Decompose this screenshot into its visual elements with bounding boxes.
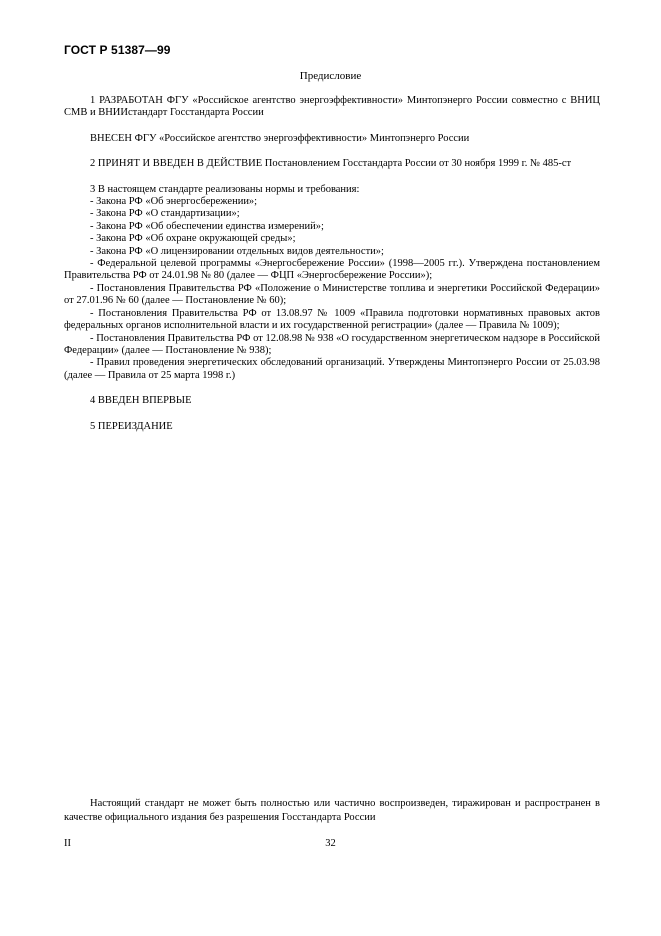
foreword-title: Предисловие [299,70,362,82]
list-item: - Закона РФ «О стандартизации»; [90,208,240,220]
item-4-first-introduced: 4 ВВЕДЕН ВПЕРВЫЕ [90,395,192,407]
foreword-body [64,95,600,433]
item-1-developed: 1 РАЗРАБОТАН ФГУ «Российское агентство энергоэффективности» Минтопэнерго России совместно с ВНИЦ СМВ и ВНИИстандарт Госстандарта России [64,95,600,119]
item-5-reissue: 5 ПЕРЕИЗДАНИЕ [90,420,173,432]
item-2-adopted: 2 ПРИНЯТ И ВВЕДЕН В ДЕЙСТВИЕ Постановлением Госстандарта России от 30 ноября 1999 г. № 485-ст [90,158,572,170]
requirements-list [64,196,600,382]
list-item: - Закона РФ «Об обеспечении единства измерений»; [90,220,324,232]
page-number: 32 [325,838,336,849]
item-1-introduced: ВНЕСЕН ФГУ «Российское агентство энергоэффективности» Минтопэнерго России [90,132,470,144]
item-3-intro: 3 В настоящем стандарте реализованы нормы и требования: [90,183,360,195]
list-item: - Закона РФ «О лицензировании отдельных видов деятельности»; [90,245,384,257]
list-item: - Закона РФ «Об охране окружающей среды»; [90,233,296,245]
list-item: - Постановления Правительства РФ от 12.08.98 № 938 «О государственном энергетическом надзоре в Российской Федерации» (далее — Постановление № 938); [64,332,600,356]
document-code: ГОСТ Р 51387—99 [64,43,171,57]
roman-page-number: II [64,838,71,849]
copyright-notice [64,797,600,825]
copyright-notice-text: Настоящий стандарт не может быть полностью или частично воспроизведен, тиражирован и распространен в качестве официального издания без разрешения Госстандарта России [64,798,600,823]
list-item: - Федеральной целевой программы «Энергосбережение России» (1998—2005 гг.). Утверждена постановлением Правительства РФ от 24.01.98 № 80 (далее — ФЦП «Энергосбережение России»); [64,258,600,282]
list-item: - Постановления Правительства РФ от 13.08.97 № 1009 «Правила подготовки нормативных правовых актов федеральных органов исполнительной власти и их государственной регистрации» (далее — Правила № 1009); [64,307,600,332]
list-item: - Правил проведения энергетических обследований организаций. Утверждены Минтопэнерго России от 25.03.98 (далее — Правила от 25 марта 1998 г.) [64,357,600,381]
list-item: - Закона РФ «Об энергосбережении»; [90,196,258,208]
list-item: - Постановления Правительства РФ «Положение о Министерстве топлива и энергетики Российской Федерации» от 27.01.96 № 60 (далее — Постановление № 60); [64,282,600,307]
